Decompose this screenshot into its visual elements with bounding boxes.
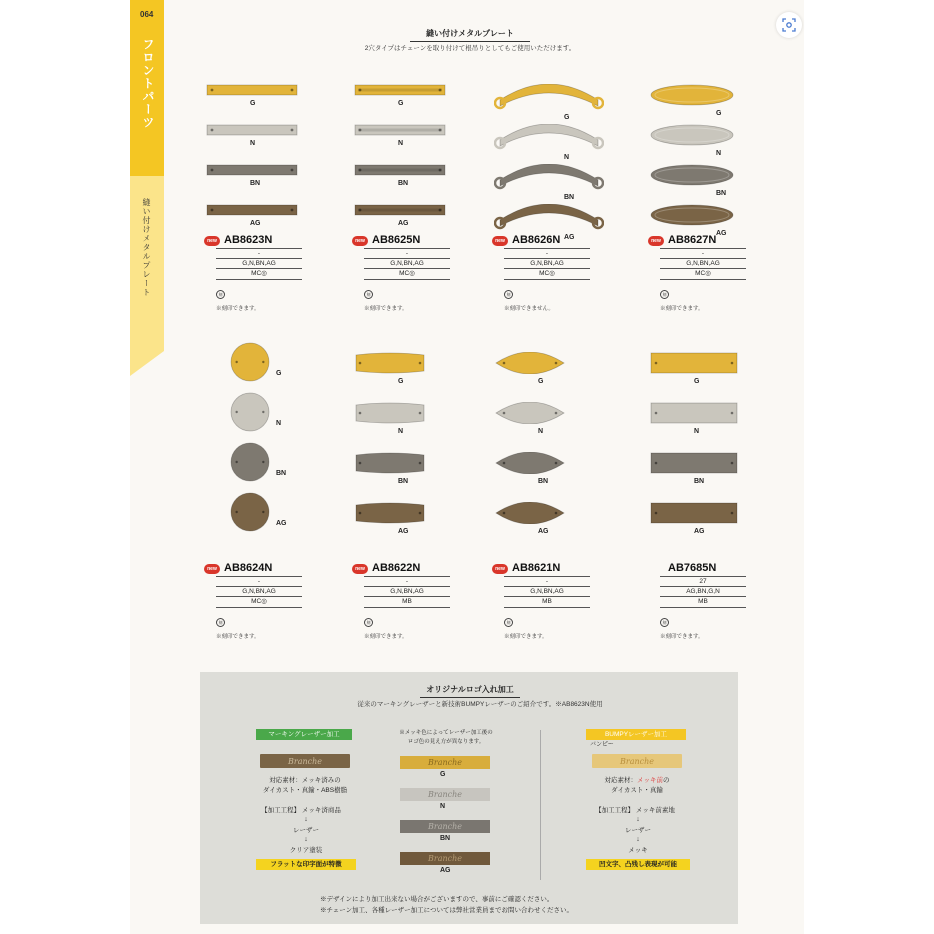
plate-AB8627N-N <box>650 124 734 146</box>
new-badge: new <box>648 236 664 246</box>
plate-AB8625N-BN <box>354 164 446 176</box>
product-code: AB8623N <box>224 234 273 246</box>
logo-sample-label-BN: BN <box>440 835 451 842</box>
color-label-AB8625N-G: G <box>398 100 404 107</box>
color-label-AB8622N-AG: AG <box>398 528 409 535</box>
bumpy-step-1: レーザー <box>625 827 651 834</box>
product-colors: G,N,BN,AG <box>660 258 746 269</box>
logo-section-title: オリジナルロゴ入れ加工 <box>420 684 520 698</box>
plate-AB8625N-G <box>354 84 446 96</box>
plate-AB7685N-N <box>650 402 738 424</box>
product-colors: G,N,BN,AG <box>364 586 450 597</box>
bumpy-material-2: ダイカスト・真鍮 <box>611 787 663 794</box>
color-label-AB8621N-N: N <box>538 428 544 435</box>
product-code: AB8627N <box>668 234 717 246</box>
plate-AB8625N-AG <box>354 204 446 216</box>
engrave-mark-icon: 刻 <box>364 618 373 627</box>
product-colors: G,N,BN,AG <box>364 258 450 269</box>
product-material: MC◎ <box>504 268 590 280</box>
color-label-AB7685N-N: N <box>694 428 700 435</box>
bumpy-step-2: メッキ <box>628 847 648 854</box>
color-label-AB8626N-N: N <box>564 154 570 161</box>
plate-AB8622N-AG <box>354 502 426 524</box>
bumpy-reading: バンピー <box>590 742 614 748</box>
product-material: MC◎ <box>216 596 302 608</box>
engrave-mark-icon: 刻 <box>216 618 225 627</box>
product-code: AB8621N <box>512 562 561 574</box>
color-label-AB8626N-AG: AG <box>564 234 575 241</box>
product-code: AB7685N <box>668 562 717 574</box>
plate-AB8626N-G <box>494 84 604 110</box>
engrave-note: ※刻印できません。 <box>504 306 554 312</box>
color-label-AB8623N-N: N <box>250 140 256 147</box>
new-badge: new <box>204 564 220 574</box>
marking-highlight: フラットな印字面が特徴 <box>256 859 356 870</box>
plate-AB8621N-AG <box>494 502 566 524</box>
color-label-AB8622N-BN: BN <box>398 478 409 485</box>
plate-AB8622N-G <box>354 352 426 374</box>
marking-arrow-1: ↓ <box>304 816 308 823</box>
engrave-mark-icon: 刻 <box>504 290 513 299</box>
plate-AB8624N-AG <box>230 492 270 532</box>
color-label-AB8621N-G: G <box>538 378 544 385</box>
color-label-AB8627N-G: G <box>716 110 722 117</box>
plate-AB8623N-AG <box>206 204 298 216</box>
product-size: - <box>504 248 590 259</box>
plate-AB8621N-BN <box>494 452 566 474</box>
bumpy-sample-plate: Branche <box>592 754 682 768</box>
new-badge: new <box>204 236 220 246</box>
footnote-2: ※チェーン加工、各種レーザー加工については弊社営業員までお問い合わせください。 <box>320 907 574 914</box>
engrave-mark-icon: 刻 <box>660 618 669 627</box>
color-label-AB8627N-N: N <box>716 150 722 157</box>
product-size: - <box>216 248 302 259</box>
marking-process-title: 【加工工程】 メッキ済商品 <box>261 807 341 814</box>
middle-note-2: ロゴ色の見え方が異なります。 <box>407 739 485 745</box>
marking-arrow-2: ↓ <box>304 836 308 843</box>
product-colors: AG,BN,G,N <box>660 586 746 597</box>
plate-AB8626N-AG <box>494 204 604 230</box>
product-size: - <box>364 576 450 587</box>
column-divider <box>540 730 541 880</box>
engrave-note: ※刻印できます。 <box>660 306 704 312</box>
plate-AB8624N-N <box>230 392 270 432</box>
plate-AB8621N-N <box>494 402 566 424</box>
color-label-AB8622N-G: G <box>398 378 404 385</box>
plate-AB8624N-G <box>230 342 270 382</box>
marking-step-2: クリア塗装 <box>289 847 323 854</box>
plate-AB8626N-N <box>494 124 604 150</box>
plate-AB8622N-BN <box>354 452 426 474</box>
plate-AB8626N-BN <box>494 164 604 190</box>
engrave-note: ※刻印できます。 <box>216 634 260 640</box>
color-label-AB8623N-BN: BN <box>250 180 261 187</box>
logo-sample-label-N: N <box>440 803 446 810</box>
plate-AB7685N-AG <box>650 502 738 524</box>
bumpy-process-title: 【加工工程】 メッキ前素地 <box>595 807 675 814</box>
bumpy-laser-label: BUMPYレーザー加工 <box>586 729 686 740</box>
engrave-note: ※刻印できます。 <box>216 306 260 312</box>
engrave-note: ※刻印できます。 <box>364 634 408 640</box>
product-material: MB <box>504 596 590 608</box>
category-title: フロントパーツ <box>141 38 155 129</box>
plate-AB8627N-G <box>650 84 734 106</box>
color-label-AB7685N-BN: BN <box>694 478 705 485</box>
section-title: 縫い付けメタルプレート <box>410 28 530 42</box>
color-label-AB8621N-BN: BN <box>538 478 549 485</box>
color-label-AB8623N-AG: AG <box>250 220 261 227</box>
product-material: MC◎ <box>216 268 302 280</box>
product-colors: G,N,BN,AG <box>504 258 590 269</box>
logo-sample-G: Branche <box>400 756 490 769</box>
engrave-note: ※刻印できます。 <box>504 634 548 640</box>
footnote-1: ※デザインにより加工出来ない場合がございますので、事前にご確認ください。 <box>320 896 554 903</box>
product-size: - <box>216 576 302 587</box>
marking-laser-label: マーキングレーザー加工 <box>256 729 352 740</box>
product-colors: G,N,BN,AG <box>216 258 302 269</box>
plate-AB8623N-G <box>206 84 298 96</box>
color-label-AB8626N-G: G <box>564 114 570 121</box>
color-label-AB8627N-AG: AG <box>716 230 727 237</box>
logo-section-description: 従来のマーキングレーザーと新技術BUMPYレーザーのご紹介です。※AB8623N使用 <box>357 701 603 708</box>
color-label-AB8622N-N: N <box>398 428 404 435</box>
color-label-AB8624N-AG: AG <box>276 520 287 527</box>
plate-AB8623N-BN <box>206 164 298 176</box>
color-label-AB7685N-G: G <box>694 378 700 385</box>
plate-AB8627N-BN <box>650 164 734 186</box>
color-label-AB8626N-BN: BN <box>564 194 575 201</box>
new-badge: new <box>492 564 508 574</box>
engrave-note: ※刻印できます。 <box>660 634 704 640</box>
plate-AB8625N-N <box>354 124 446 136</box>
new-badge: new <box>492 236 508 246</box>
new-badge: new <box>352 564 368 574</box>
color-label-AB8624N-G: G <box>276 370 282 377</box>
product-material: MB <box>364 596 450 608</box>
bumpy-highlight: 凹文字、凸残し表現が可能 <box>586 859 690 870</box>
engrave-mark-icon: 刻 <box>504 618 513 627</box>
plate-AB7685N-G <box>650 352 738 374</box>
plate-AB8627N-AG <box>650 204 734 226</box>
logo-sample-N: Branche <box>400 788 490 801</box>
product-colors: G,N,BN,AG <box>216 586 302 597</box>
engrave-mark-icon: 刻 <box>216 290 225 299</box>
logo-sample-BN: Branche <box>400 820 490 833</box>
color-label-AB8625N-N: N <box>398 140 404 147</box>
engrave-note: ※刻印できます。 <box>364 306 408 312</box>
logo-sample-AG: Branche <box>400 852 490 865</box>
plate-AB8624N-BN <box>230 442 270 482</box>
product-colors: G,N,BN,AG <box>504 586 590 597</box>
plate-AB8623N-N <box>206 124 298 136</box>
product-code: AB8624N <box>224 562 273 574</box>
plate-AB7685N-BN <box>650 452 738 474</box>
logo-sample-label-G: G <box>440 771 446 778</box>
bumpy-material-1: 対応素材：メッキ前の <box>604 777 670 784</box>
product-code: AB8622N <box>372 562 421 574</box>
marking-step-1: レーザー <box>293 827 319 834</box>
plate-AB8621N-G <box>494 352 566 374</box>
product-material: MC◎ <box>660 268 746 280</box>
section-description: 2穴タイプはチェーンを取り付けて根吊りとしてもご使用いただけます。 <box>364 45 576 52</box>
color-label-AB8625N-AG: AG <box>398 220 409 227</box>
engrave-mark-icon: 刻 <box>660 290 669 299</box>
color-label-AB8624N-BN: BN <box>276 470 287 477</box>
marking-material-1: 対応素材：メッキ済みの <box>269 777 341 784</box>
middle-note-1: ※メッキ色によってレーザー加工後の <box>399 730 493 736</box>
color-label-AB8627N-BN: BN <box>716 190 727 197</box>
subcategory-title: 縫い付けメタルプレート <box>142 198 151 297</box>
product-size: 27 <box>660 576 746 587</box>
lens-icon <box>782 18 796 32</box>
color-label-AB8623N-G: G <box>250 100 256 107</box>
engrave-mark-icon: 刻 <box>364 290 373 299</box>
product-code: AB8626N <box>512 234 561 246</box>
marking-sample-plate: Branche <box>260 754 350 768</box>
product-size: - <box>660 248 746 259</box>
product-material: MB <box>660 596 746 608</box>
color-label-AB7685N-AG: AG <box>694 528 705 535</box>
product-size: - <box>364 248 450 259</box>
page-number: 064 <box>140 10 154 19</box>
color-label-AB8625N-BN: BN <box>398 180 409 187</box>
plate-AB8622N-N <box>354 402 426 424</box>
bumpy-arrow-1: ↓ <box>636 816 640 823</box>
new-badge: new <box>352 236 368 246</box>
color-label-AB8621N-AG: AG <box>538 528 549 535</box>
marking-material-2: ダイカスト・真鍮・ABS樹脂 <box>262 787 348 794</box>
bumpy-arrow-2: ↓ <box>636 836 640 843</box>
logo-sample-label-AG: AG <box>440 867 451 874</box>
lens-search-button[interactable] <box>776 12 802 38</box>
color-label-AB8624N-N: N <box>276 420 282 427</box>
product-material: MC◎ <box>364 268 450 280</box>
product-code: AB8625N <box>372 234 421 246</box>
product-size: - <box>504 576 590 587</box>
